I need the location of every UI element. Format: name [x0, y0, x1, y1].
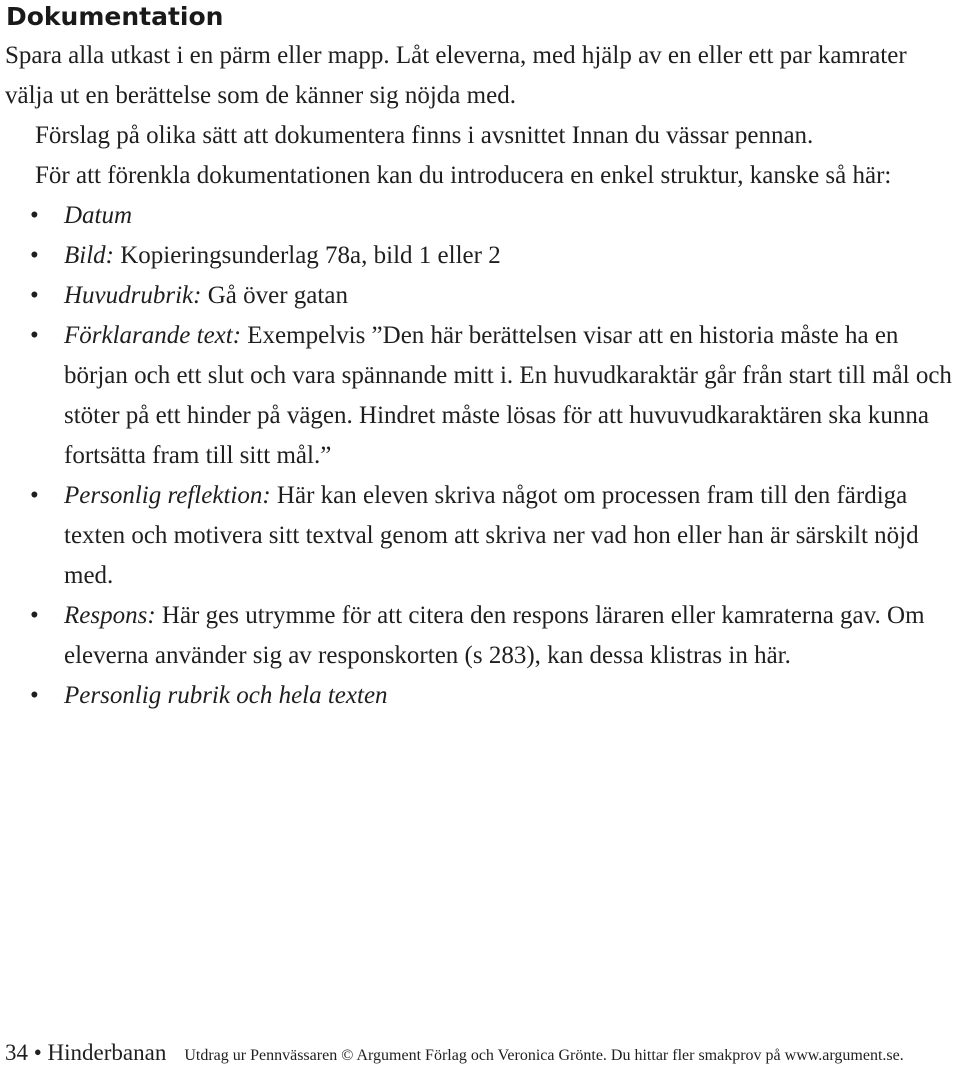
list-item-term: Förklarande text: [64, 322, 242, 349]
suggestion-paragraph: Förslag på olika sätt att dokumentera finns i avsnittet Innan du vässar pennan. [35, 122, 814, 149]
list-item-text: Exempelvis ”Den här berättelsen visar att en historia måste ha en början och ett slut och vara spännande mitt i. En huvudkaraktär går från start till mål och stöter på ett hinder på vägen. Hindret måste lösas för att huvuvudkaraktären ska kunna fortsätta fram till sitt mål.” [64, 322, 952, 469]
list-item-text: Här ges utrymme för att citera den respons läraren eller kamraterna gav. Om eleverna använder sig av responskorten (s 283), kan dessa klistras in här. [64, 602, 925, 669]
list-item-explanatory-text [5, 316, 960, 476]
bullet-icon: • [30, 482, 39, 509]
bullet-icon: • [30, 202, 39, 229]
list-item-term: Datum [64, 202, 133, 229]
list-item-personal-title [5, 676, 960, 716]
structure-paragraph: För att förenkla dokumentationen kan du introducera en enkel struktur, kanske så här: [35, 162, 892, 189]
list-item-image [5, 236, 960, 276]
bullet-icon: • [30, 242, 39, 269]
section-heading: Dokumentation [6, 2, 224, 31]
list-item-term: Huvudrubrik: [64, 282, 202, 309]
list-item-term: Personlig rubrik och hela texten [64, 682, 388, 709]
list-item-personal-reflection [5, 476, 960, 596]
structure-list [5, 196, 960, 716]
body-text [5, 36, 960, 716]
list-item-term: Bild: [64, 242, 114, 269]
list-item-response [5, 596, 960, 676]
bullet-icon: • [30, 682, 39, 709]
list-item-text: Kopieringsunderlag 78a, bild 1 eller 2 [114, 242, 501, 269]
bullet-icon: • [30, 322, 39, 349]
list-item-term: Respons: [64, 602, 156, 629]
bullet-icon: • [30, 282, 39, 309]
bullet-icon: • [30, 602, 39, 629]
page-number-label: 34 • Hinderbanan [5, 1040, 167, 1065]
list-item-term: Personlig reflektion: [64, 482, 271, 509]
intro-paragraph: Spara alla utkast i en pärm eller mapp. Låt eleverna, med hjälp av en eller ett par kamrater välja ut en berättelse som de känner sig nöjda med. [5, 42, 907, 109]
footer-credit: Utdrag ur Pennvässaren © Argument Förlag och Veronica Grönte. Du hittar fler smakprov på www.argument.se. [184, 1047, 904, 1064]
list-item-text: Gå över gatan [201, 282, 348, 309]
page-footer [5, 1040, 960, 1066]
list-item-main-heading [5, 276, 960, 316]
list-item-date [5, 196, 960, 236]
list-item-text: Här kan eleven skriva något om processen fram till den färdiga texten och motivera sitt textval genom att skriva ner vad hon eller han är särskilt nöjd med. [64, 482, 919, 589]
